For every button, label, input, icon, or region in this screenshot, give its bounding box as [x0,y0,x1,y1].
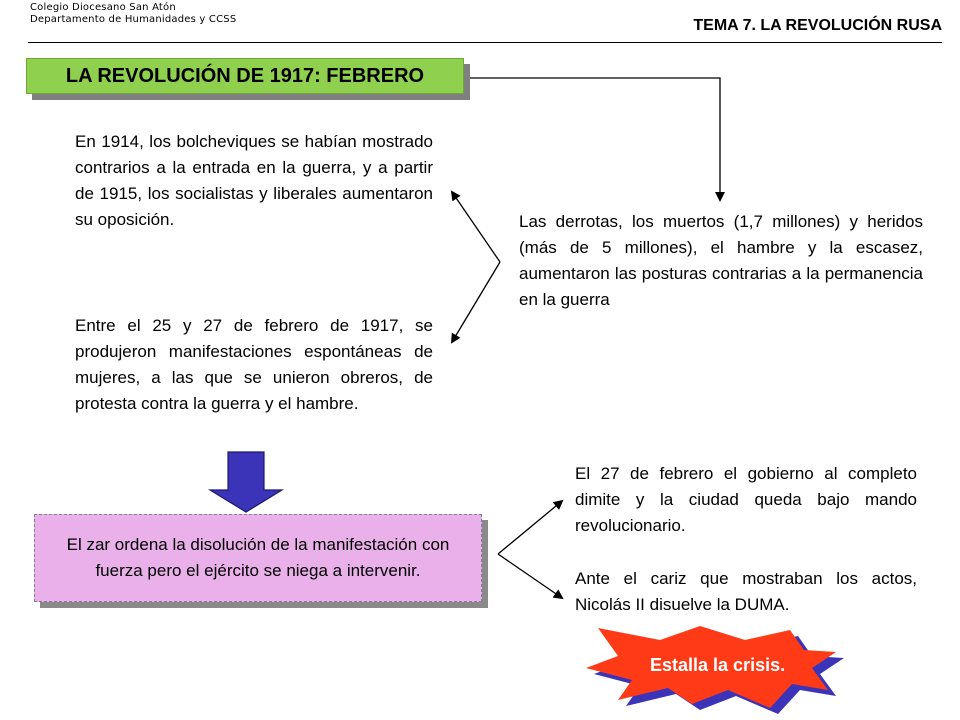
government-paragraph: El 27 de febrero el gobierno al completo dimite y la ciudad queda bajo mando revolucionario. [575,464,917,535]
defeats-to-opposition-arrow [452,192,500,262]
duma-paragraph: Ante el cariz que mostraban los actos, Nicolás II disuelve la DUMA. [575,569,917,614]
opposition-paragraph: En 1914, los bolcheviques se habían mostrado contrarios a la entrada en la guerra, y a partir de 1915, los socialistas y liberales aumentaron su oposición. [75,132,433,229]
theme-title: TEMA 7. LA REVOLUCIÓN RUSA [693,17,942,34]
defeats-paragraph: Las derrotas, los muertos (1,7 millones) y heridos (más de 5 millones), el hambre y la escasez, aumentaron las posturas contrarias a la permanencia en la guerra [519,212,923,309]
demonstrations-paragraph: Entre el 25 y 27 de febrero de 1917, se produjeron manifestaciones espontáneas de mujeres, a las que se unieron obreros, de protesta contra la guerra y el hambre. [75,316,433,413]
defeats-to-demonstrations-arrow [452,262,500,342]
school-line-1: Colegio Diocesano San Atón [30,2,176,13]
block-arrow-down-icon [210,452,282,512]
crisis-label: Estalla la crisis. [650,655,786,675]
tsar-to-government-arrow [498,501,562,554]
tsar-box: El zar ordena la disolución de la manifestación con fuerza pero el ejército se niega a intervenir. [34,514,482,602]
slide-title: LA REVOLUCIÓN DE 1917: FEBRERO [26,58,464,94]
title-to-defeats-arrow [470,78,720,200]
school-line-2: Departamento de Humanidades y CCSS [30,14,237,25]
tsar-to-duma-arrow [498,554,562,598]
